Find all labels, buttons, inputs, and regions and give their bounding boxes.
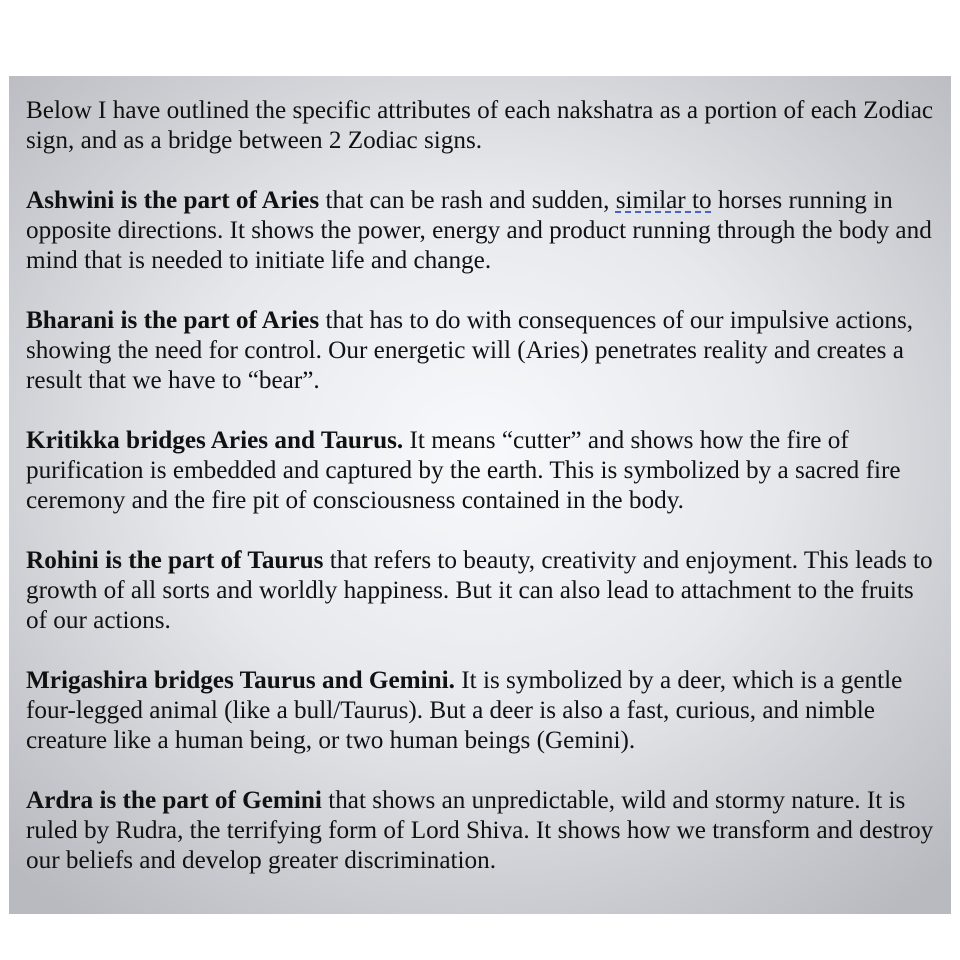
paragraph-ashwini: [26, 186, 936, 276]
paragraph-text: that shows an unpredictable, wild and stormy nature. It is ruled by Rudra, the terrifying form of Lord Shiva. It shows how we transform and destroy our beliefs and develop greater discrimination.: [26, 787, 934, 874]
document-body: [26, 96, 936, 906]
paragraph-rohini: [26, 546, 936, 636]
paragraph-lead: Ashwini is the part of Aries: [26, 187, 320, 214]
paragraph-text: that can be rash and sudden,: [319, 187, 616, 214]
paragraph-text: It is symbolized by a deer, which is a gentle four-legged animal (like a bull/Taurus). But a deer is also a fast, curious, and nimble creature like a human being, or two human beings (Gemini).: [26, 667, 903, 754]
paragraph-lead: Mrigashira bridges Taurus and Gemini.: [26, 667, 455, 694]
paragraph-lead: Bharani is the part of Aries: [26, 307, 320, 334]
document-panel: [9, 76, 951, 914]
paragraph-text: that refers to beauty, creativity and enjoyment. This leads to growth of all sorts and worldly happiness. But it can also lead to attachment to the fruits of our actions.: [26, 547, 933, 634]
paragraph-ardra: [26, 786, 936, 876]
paragraph-lead: Kritikka bridges Aries and Taurus.: [26, 427, 404, 454]
paragraph-text: It means “cutter” and shows how the fire of purification is embedded and captured by the earth. This is symbolized by a sacred fire ceremony and the fire pit of consciousness contained in the body.: [26, 427, 901, 514]
paragraph-kritikka: [26, 426, 936, 516]
paragraph-lead: Rohini is the part of Taurus: [26, 547, 324, 574]
paragraph-mrigashira: [26, 666, 936, 756]
grammar-flagged-phrase[interactable]: similar to: [615, 187, 712, 214]
paragraph-text: horses running in opposite directions. It shows the power, energy and product running through the body and mind that is needed to initiate life and change.: [26, 187, 932, 274]
paragraph-text: that has to do with consequences of our impulsive actions, showing the need for control. Our energetic will (Aries) penetrates reality and creates a result that we have to “bear”.: [26, 307, 914, 394]
paragraph-bharani: [26, 306, 936, 396]
intro-text: Below I have outlined the specific attributes of each nakshatra as a portion of each Zodiac sign, and as a bridge between 2 Zodiac signs.: [26, 97, 934, 154]
intro-paragraph: [26, 96, 936, 156]
paragraph-lead: Ardra is the part of Gemini: [26, 787, 322, 814]
